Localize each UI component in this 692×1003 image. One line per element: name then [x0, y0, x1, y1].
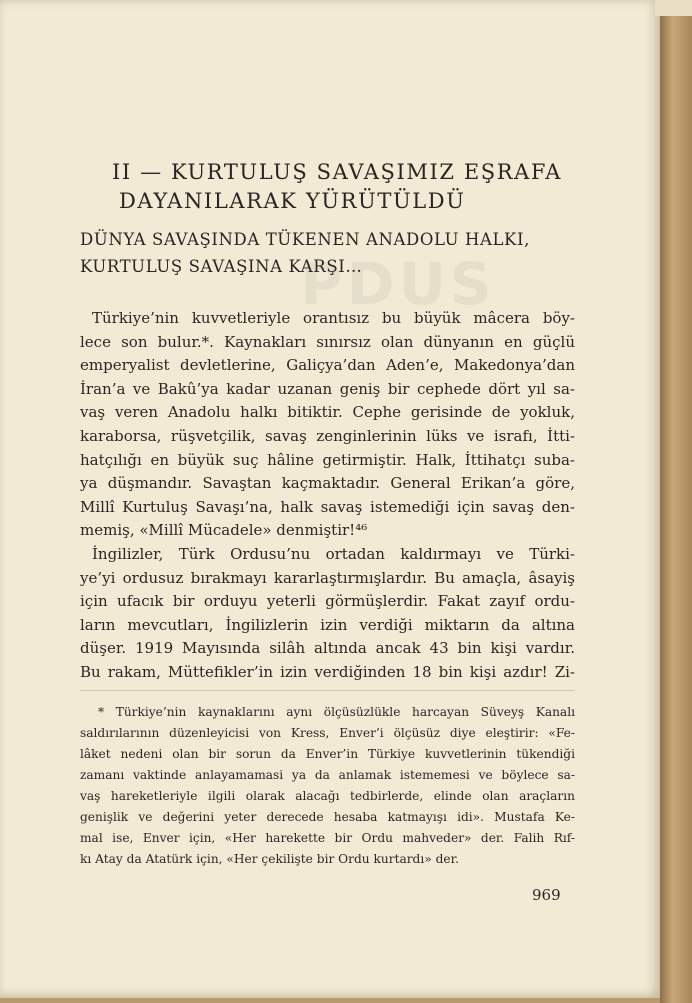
- body-line: memiş, «Millî Mücadele» denmiştir!⁴⁶: [80, 521, 368, 540]
- body-line: Millî Kurtuluş Savaşı’na, halk savaş istemediği için savaş den-: [80, 497, 575, 516]
- body-line: İran’a ve Bakû’ya kadar uzanan geniş bir cephede dört yıl sa-: [80, 379, 575, 398]
- footnote-divider: [80, 690, 575, 691]
- watermark: PDUS: [300, 250, 496, 318]
- body-line: emperyalist devletlerine, Galiçya’dan Aden’e, Makedonya’dan: [80, 356, 575, 375]
- body-line: için ufacık bir orduyu yeterli görmüşlerdir. Fakat zayıf ordu-: [80, 592, 575, 611]
- section-subheading-line-2: KURTULUŞ SAVAŞINA KARŞI…: [80, 257, 363, 276]
- chapter-heading: [112, 158, 582, 216]
- page-number: 969: [532, 886, 561, 904]
- chapter-heading-line-2: DAYANILARAK YÜRÜTÜLDÜ: [119, 189, 466, 213]
- footnote-line: zamanı vaktinde anlayamamasi ya da anlamak istememesi ve böylece sa-: [80, 768, 575, 782]
- page-corner: [655, 0, 692, 16]
- body-line: lece son bulur.*. Kaynakları sınırsız olan dünyanın en güçlü: [80, 332, 575, 351]
- footnote: [80, 702, 575, 870]
- chapter-heading-line-1: II — KURTULUŞ SAVAŞIMIZ EŞRAFA: [112, 160, 563, 184]
- body-line: Bu rakam, Müttefikler’in izin verdiğinden 18 bin kişi azdır! Zi-: [80, 662, 575, 681]
- footnote-line: * Türkiye’nin kaynaklarını aynı ölçüsüzlükle harcayan Süveyş Kanalı: [98, 705, 575, 719]
- footnote-line: vaş hareketleriyle ilgili olarak alacağı tedbirlerde, elinde olan araçların: [80, 789, 575, 803]
- body-line: düşer. 1919 Mayısında silâh altında ancak 43 bin kişi vardır.: [80, 639, 575, 658]
- body-line: Türkiye’nin kuvvetleriyle orantısız bu büyük mâcera böy-: [92, 309, 575, 327]
- body-line: ların mevcutları, İngilizlerin izin verdiği miktarın da altına: [80, 615, 575, 634]
- section-subheading-line-1: DÜNYA SAVAŞINDA TÜKENEN ANADOLU HALKI,: [80, 230, 530, 249]
- footnote-line: genişlik ve değerini yeter derecede hesaba katmayışı idi». Mustafa Ke-: [80, 810, 575, 824]
- body-line: İngilizler, Türk Ordusu’nu ortadan kaldırmayı ve Türki-: [92, 544, 575, 563]
- section-subheading: [80, 226, 580, 280]
- footnote-line: mal ise, Enver için, «Her harekette bir Ordu mahveder» der. Falih Rıf-: [80, 831, 575, 845]
- body-line: ya düşmandır. Savaştan kaçmaktadır. General Erikan’a göre,: [80, 474, 575, 493]
- footnote-line: lâket nedeni olan bir sorun da Enver’in Türkiye kuvvetlerinin tükendiği: [80, 747, 575, 761]
- footnote-line: saldırılarının düzenleyicisi von Kress, Enver’i ölçüsüz diye eleştirir: «Fe-: [80, 726, 575, 740]
- body-line: hatçılığı en büyük suç hâline getirmiştir. Halk, İttihatçı suba-: [80, 450, 575, 469]
- body-line: ye’yi ordusuz bırakmayı kararlaştırmışlardır. Bu amaçla, âsayiş: [80, 568, 575, 587]
- body-line: vaş veren Anadolu halkı bitiktir. Cephe gerisinde de yokluk,: [80, 403, 575, 422]
- footnote-line: kı Atay da Atatürk için, «Her çekilişte bir Ordu kurtardı» der.: [80, 852, 459, 866]
- body-line: karaborsa, rüşvetçilik, savaş zenginlerinin lüks ve israfı, İtti-: [80, 426, 575, 445]
- page-stack-edge: [660, 0, 692, 1003]
- body-text: [80, 307, 575, 685]
